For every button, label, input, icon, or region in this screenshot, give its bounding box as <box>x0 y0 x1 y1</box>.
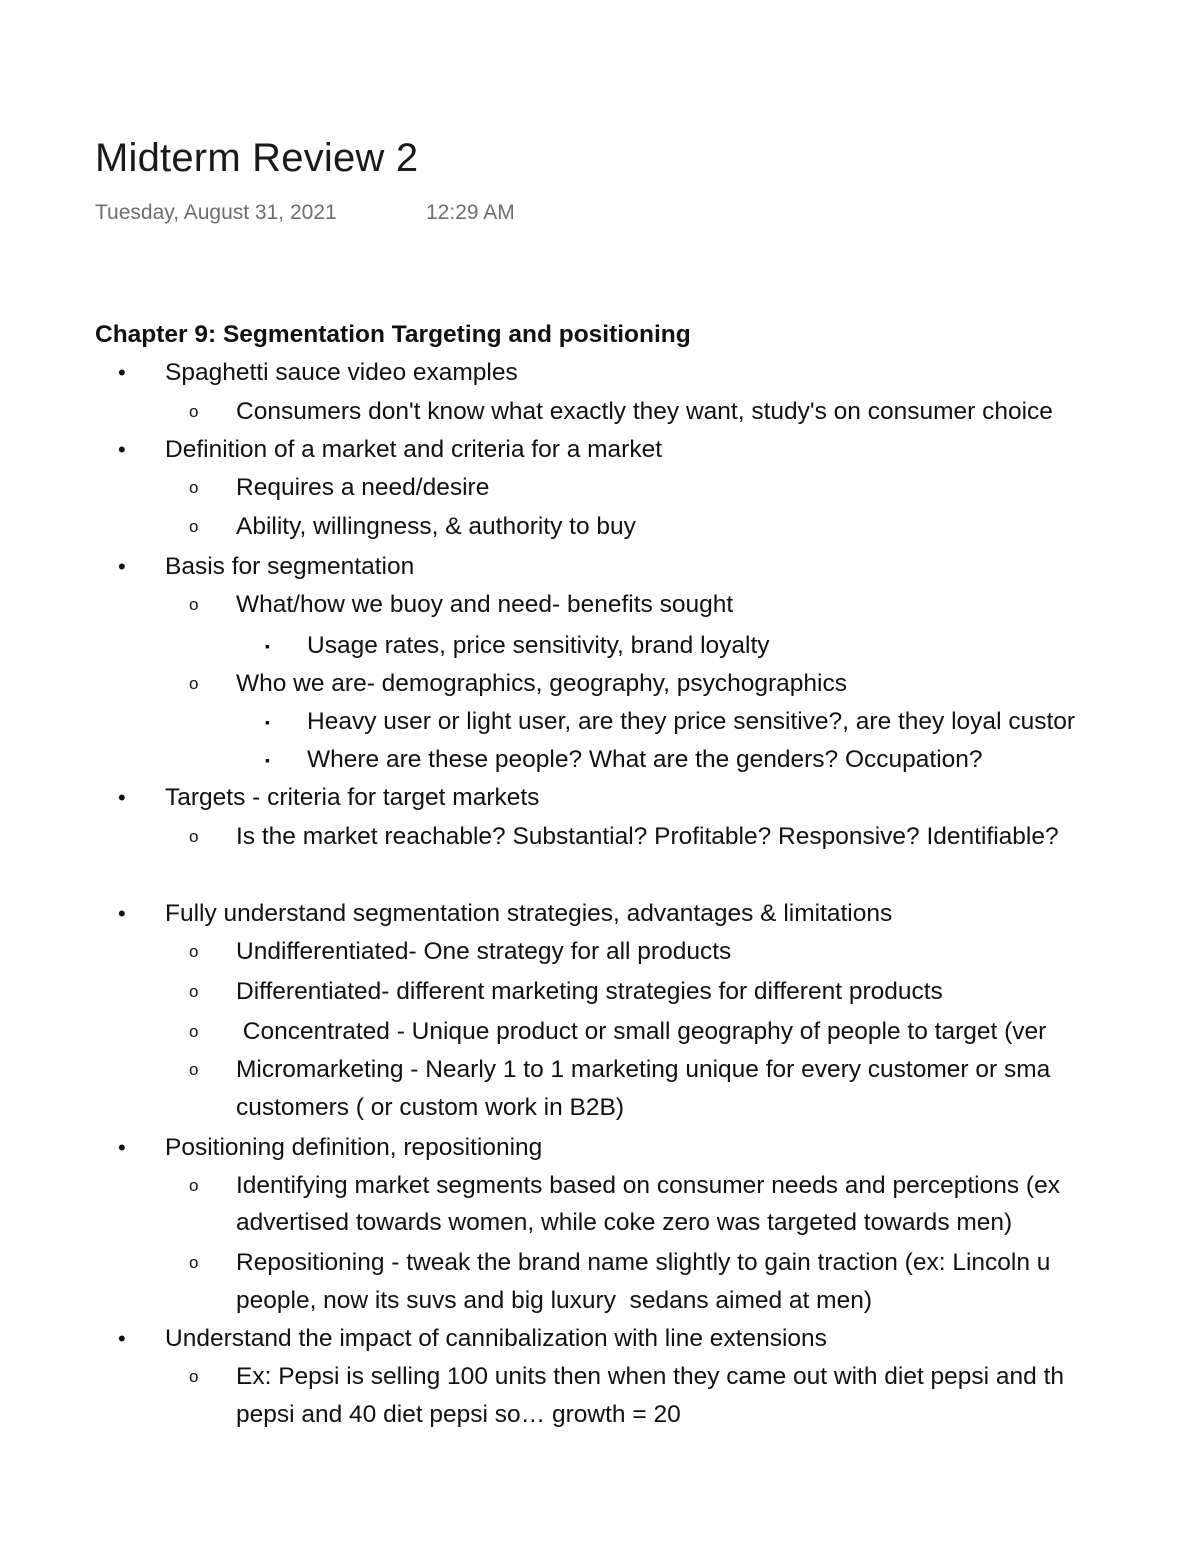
page-date: Tuesday, August 31, 2021 <box>95 201 337 224</box>
list-item: Understand the impact of cannibalization with line extensions <box>165 1325 827 1352</box>
list-item-continuation: pepsi and 40 diet pepsi so… growth = 20 <box>236 1401 681 1428</box>
bullet-level1: • <box>118 1135 126 1160</box>
list-item: Usage rates, price sensitivity, brand loyalty <box>307 632 770 659</box>
list-item: Identifying market segments based on consumer needs and perceptions (ex <box>236 1172 1060 1199</box>
bullet-level2: o <box>189 478 199 497</box>
page-time: 12:29 AM <box>426 201 515 224</box>
list-item: Heavy user or light user, are they price sensitive?, are they loyal custor <box>307 708 1076 735</box>
list-item: Differentiated- different marketing strategies for different products <box>236 978 943 1005</box>
bullet-level2: o <box>189 517 199 536</box>
list-item: Repositioning - tweak the brand name slightly to gain traction (ex: Lincoln u <box>236 1249 1051 1276</box>
list-item: What/how we buoy and need- benefits sought <box>236 591 734 618</box>
list-item: Definition of a market and criteria for a market <box>165 436 663 463</box>
bullet-level2: o <box>189 1176 199 1195</box>
list-item: Targets - criteria for target markets <box>165 784 540 811</box>
list-item: Is the market reachable? Substantial? Profitable? Responsive? Identifiable? <box>236 823 1059 850</box>
bullet-level1: • <box>118 1326 126 1351</box>
list-item-continuation: advertised towards women, while coke zero was targeted towards men) <box>236 1209 1013 1236</box>
bullet-level1: • <box>118 360 126 385</box>
bullet-level3: ▪ <box>265 638 270 654</box>
list-item: Concentrated - Unique product or small geography of people to target (ver <box>236 1018 1047 1045</box>
bullet-level2: o <box>189 1060 199 1079</box>
bullet-level2: o <box>189 982 199 1001</box>
bullet-level2: o <box>189 402 199 421</box>
bullet-level3: ▪ <box>265 752 270 768</box>
bullet-level2: o <box>189 595 199 614</box>
bullet-level2: o <box>189 1253 199 1272</box>
list-item: Micromarketing - Nearly 1 to 1 marketing unique for every customer or sma <box>236 1056 1051 1083</box>
list-item: Where are these people? What are the genders? Occupation? <box>307 746 983 773</box>
bullet-level3: ▪ <box>265 714 270 730</box>
bullet-level1: • <box>118 785 126 810</box>
section-heading: Chapter 9: Segmentation Targeting and positioning <box>95 321 691 348</box>
list-item-continuation: people, now its suvs and big luxury sedans aimed at men) <box>236 1287 872 1314</box>
bullet-level2: o <box>189 1022 199 1041</box>
bullet-level2: o <box>189 1367 199 1386</box>
list-item: Spaghetti sauce video examples <box>165 359 518 386</box>
bullet-level1: • <box>118 901 126 926</box>
bullet-level1: • <box>118 437 126 462</box>
list-item: Ability, willingness, & authority to buy <box>236 513 636 540</box>
list-item: Requires a need/desire <box>236 474 490 501</box>
bullet-level1: • <box>118 554 126 579</box>
list-item: Positioning definition, repositioning <box>165 1134 543 1161</box>
list-item: Who we are- demographics, geography, psychographics <box>236 670 848 697</box>
list-item: Undifferentiated- One strategy for all products <box>236 938 732 965</box>
list-item: Basis for segmentation <box>165 553 415 580</box>
list-item: Fully understand segmentation strategies, advantages & limitations <box>165 900 893 927</box>
page-title: Midterm Review 2 <box>95 136 419 180</box>
list-item: Consumers don't know what exactly they want, study's on consumer choice <box>236 398 1053 425</box>
list-item: Ex: Pepsi is selling 100 units then when they came out with diet pepsi and th <box>236 1363 1065 1390</box>
bullet-level2: o <box>189 674 199 693</box>
list-item-continuation: customers ( or custom work in B2B) <box>236 1094 625 1121</box>
bullet-level2: o <box>189 827 199 846</box>
bullet-level2: o <box>189 942 199 961</box>
